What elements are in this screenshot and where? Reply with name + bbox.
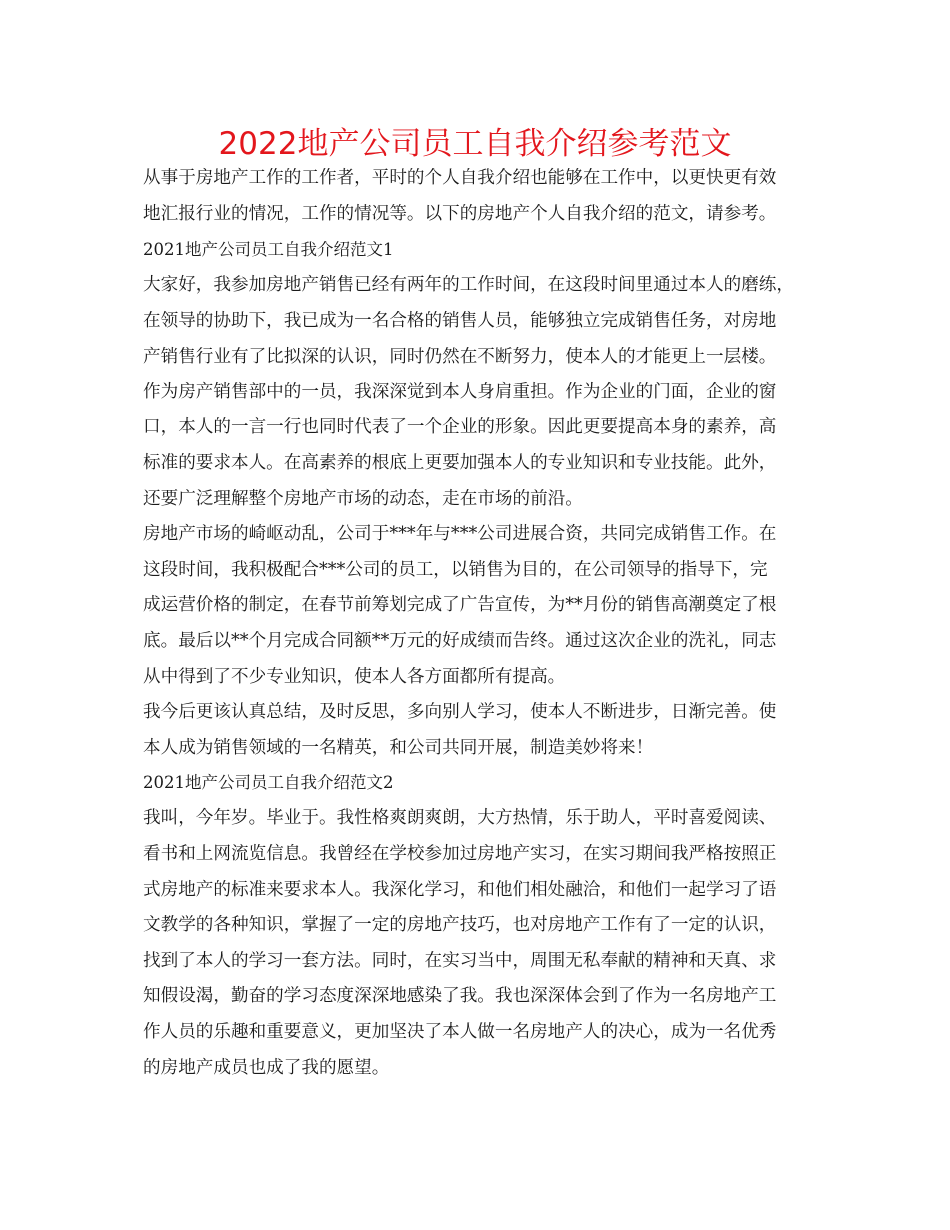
sample1-line-11: 底。最后以**个月完成合同额**万元的好成绩而告终。通过这次企业的洗礼，同志 xyxy=(143,631,777,651)
sample2-line-3: 式房地产的标准来要求本人。我深化学习，和他们相处融洽，和他们一起学习了语 xyxy=(143,880,777,900)
sample2-line-1: 我叫，今年岁。毕业于。我性格爽朗爽朗，大方热情，乐于助人，平时喜爱阅读、 xyxy=(143,808,777,828)
sample1-line-14: 本人成为销售领域的一名精英，和公司共同开展，制造美妙将来！ xyxy=(143,738,654,758)
sample2-line-4: 文教学的各种知识，掌握了一定的房地产技巧，也对房地产工作有了一定的认识， xyxy=(143,915,777,935)
intro-line-2: 地汇报行业的情况，工作的情况等。以下的房地产个人自我介绍的范文，请参考。 xyxy=(143,204,777,224)
section-heading-2: 2021地产公司员工自我介绍范文2 xyxy=(143,773,394,792)
section-heading-1: 2021地产公司员工自我介绍范文1 xyxy=(143,240,394,259)
sample2-line-2: 看书和上网流览信息。我曾经在学校参加过房地产实习，在实习期间我严格按照正 xyxy=(143,844,777,864)
sample1-line-8: 房地产市场的崎岖动乱，公司于***年与***公司进展合资，共同完成销售工作。在 xyxy=(143,524,777,544)
sample1-line-10: 成运营价格的制定，在春节前筹划完成了广告宣传，为**月份的销售高潮奠定了根 xyxy=(143,595,777,615)
sample1-line-9: 这段时间，我积极配合***公司的员工，以销售为目的，在公司领导的指导下，完 xyxy=(143,560,768,580)
sample2-line-6: 知假设渴，勤奋的学习态度深深地感染了我。我也深深体会到了作为一名房地产工 xyxy=(143,986,777,1006)
sample1-line-12: 从中得到了不少专业知识，使本人各方面都所有提高。 xyxy=(143,667,566,687)
sample2-line-8: 的房地产成员也成了我的愿望。 xyxy=(143,1058,390,1078)
sample1-line-13: 我今后更该认真总结，及时反思，多向别人学习，使本人不断进步，日渐完善。使 xyxy=(143,702,777,722)
sample1-line-7: 还要广泛理解整个房地产市场的动态，走在市场的前沿。 xyxy=(143,489,583,509)
sample1-line-6: 标准的要求本人。在高素养的根底上更要加强本人的专业知识和专业技能。此外， xyxy=(143,453,777,473)
sample1-line-3: 产销售行业有了比拟深的认识，同时仍然在不断努力，使本人的才能更上一层楼。 xyxy=(143,347,777,367)
sample1-line-4: 作为房产销售部中的一员，我深深觉到本人身肩重担。作为企业的门面，企业的窗 xyxy=(143,382,777,402)
intro-line-1: 从事于房地产工作的工作者，平时的个人自我介绍也能够在工作中，以更快更有效 xyxy=(143,168,777,188)
sample2-line-5: 找到了本人的学习一套方法。同时，在实习当中，周围无私奉献的精神和天真、求 xyxy=(143,951,777,971)
sample1-line-2: 在领导的协助下，我已成为一名合格的销售人员，能够独立完成销售任务，对房地 xyxy=(143,311,777,331)
document-title: 2022地产公司员工自我介绍参考范文 xyxy=(218,126,732,162)
sample2-line-7: 作人员的乐趣和重要意义，更加坚决了本人做一名房地产人的决心，成为一名优秀 xyxy=(143,1022,777,1042)
sample1-line-5: 口，本人的一言一行也同时代表了一个企业的形象。因此更要提高本身的素养，高 xyxy=(143,417,777,437)
sample1-line-1: 大家好，我参加房地产销售已经有两年的工作时间，在这段时间里通过本人的磨练， xyxy=(143,275,794,295)
